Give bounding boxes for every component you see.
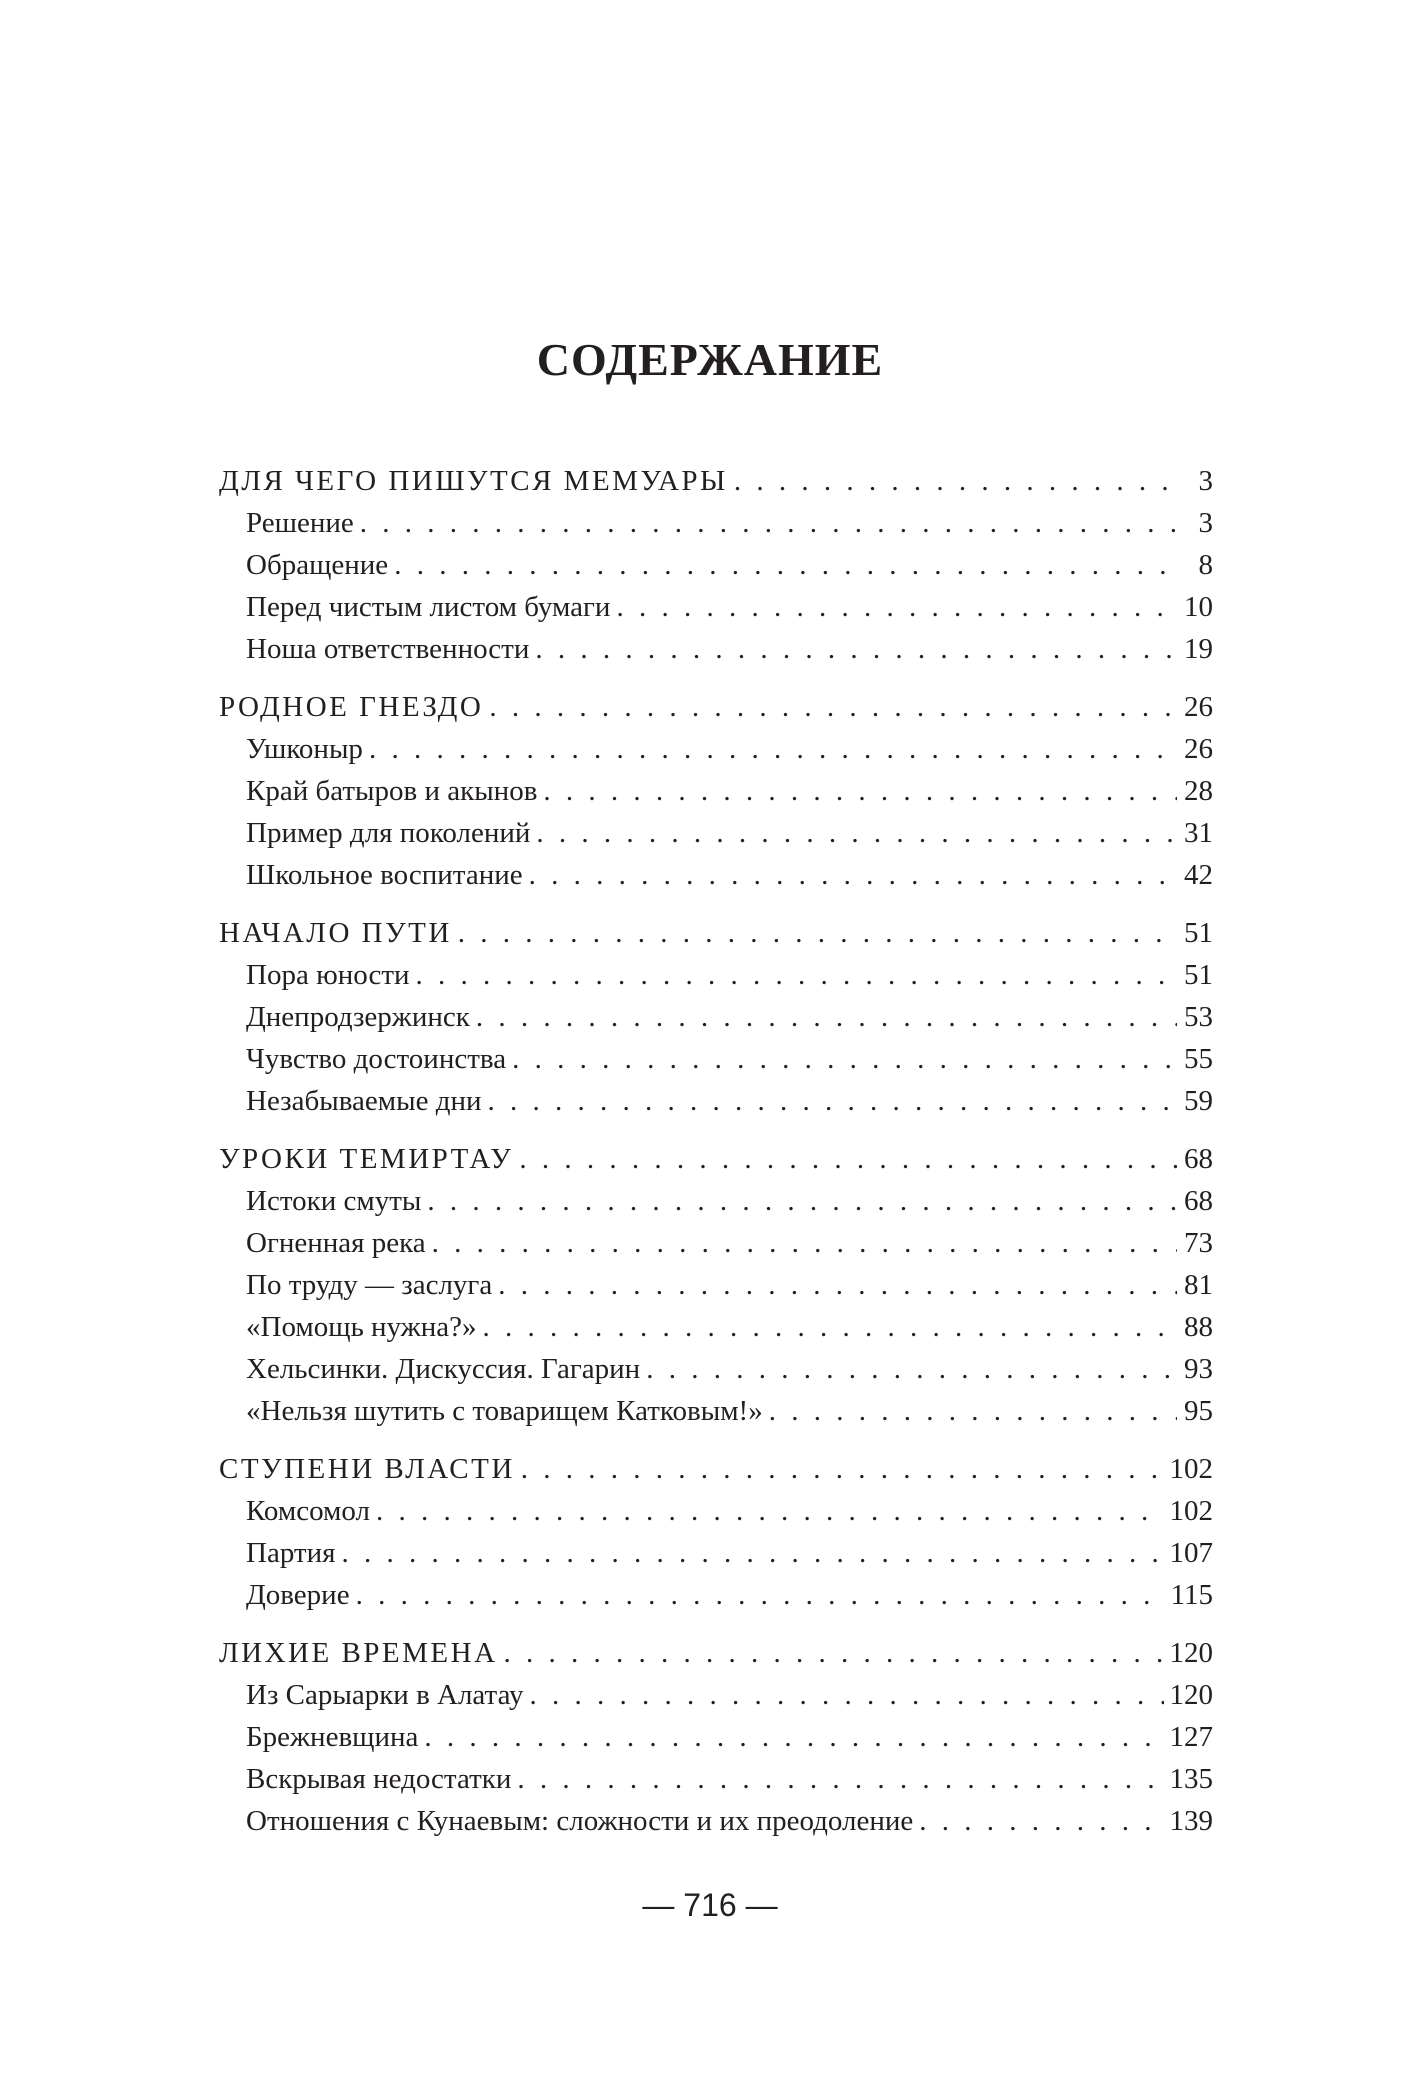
toc-entry[interactable]	[219, 1348, 1213, 1390]
toc-entry[interactable]	[219, 1264, 1213, 1306]
dot-leader	[376, 1490, 1164, 1532]
toc-page-number: 26	[1184, 691, 1213, 723]
dot-leader	[356, 1574, 1165, 1616]
toc-entry-label: Комсомол	[246, 1495, 370, 1527]
toc-page-number: 73	[1184, 1227, 1213, 1259]
page-title: СОДЕРЖАНИЕ	[536, 334, 884, 385]
toc-entry-label: Вскрывая недостатки	[246, 1763, 512, 1795]
toc-page-number: 115	[1170, 1579, 1213, 1611]
toc-entry[interactable]	[219, 812, 1213, 854]
toc-page-number: 28	[1184, 775, 1213, 807]
toc-section-heading[interactable]	[219, 912, 1213, 954]
dot-leader	[476, 996, 1177, 1038]
dot-leader	[416, 954, 1177, 996]
toc-entry-label: Хельсинки. Дискуссия. Гагарин	[246, 1353, 641, 1385]
toc-entry-label: Школьное воспитание	[246, 859, 523, 891]
toc-entry-label: Пример для поколений	[246, 817, 531, 849]
toc-entry[interactable]	[219, 1716, 1213, 1758]
dot-leader	[489, 686, 1177, 728]
page-folio: — 716 —	[642, 1887, 778, 1923]
toc-entry[interactable]	[219, 996, 1213, 1038]
toc-section	[219, 1138, 1213, 1432]
dot-leader	[536, 812, 1177, 854]
toc-entry-label: Незабываемые дни	[246, 1085, 482, 1117]
dot-leader	[616, 586, 1177, 628]
toc-page-number: 93	[1184, 1353, 1213, 1385]
toc-section	[219, 460, 1213, 670]
toc-section-heading[interactable]	[219, 686, 1213, 728]
toc-page-number: 55	[1184, 1043, 1213, 1075]
toc-page-number: 3	[1198, 507, 1213, 539]
toc-heading-label: УРОКИ ТЕМИРТАУ	[219, 1143, 514, 1175]
dot-leader	[488, 1080, 1177, 1122]
toc-section	[219, 912, 1213, 1122]
toc-section	[219, 686, 1213, 896]
dot-leader	[394, 544, 1177, 586]
toc-entry[interactable]	[219, 502, 1213, 544]
toc-page-number: 59	[1184, 1085, 1213, 1117]
toc-entry[interactable]	[219, 1758, 1213, 1800]
toc-heading-label: СТУПЕНИ ВЛАСТИ	[219, 1453, 515, 1485]
toc-page-number: 68	[1184, 1185, 1213, 1217]
toc-entry[interactable]	[219, 954, 1213, 996]
toc-page-number: 95	[1184, 1395, 1213, 1427]
dot-leader	[424, 1716, 1163, 1758]
dot-leader	[529, 854, 1177, 896]
dot-leader	[427, 1180, 1177, 1222]
toc-page-number: 51	[1184, 959, 1213, 991]
toc-entry[interactable]	[219, 1674, 1213, 1716]
dot-leader	[646, 1348, 1177, 1390]
toc-section	[219, 1448, 1213, 1616]
dot-leader	[483, 1306, 1178, 1348]
toc-section-heading[interactable]	[219, 460, 1213, 502]
dot-leader	[529, 1674, 1163, 1716]
toc-page-number: 10	[1184, 591, 1213, 623]
dot-leader	[360, 502, 1177, 544]
toc-entry[interactable]	[219, 586, 1213, 628]
toc-heading-label: ЛИХИЕ ВРЕМЕНА	[219, 1637, 498, 1669]
toc-entry[interactable]	[219, 1080, 1213, 1122]
toc-section	[219, 1632, 1213, 1842]
toc-section-heading[interactable]	[219, 1448, 1213, 1490]
toc-page-number: 68	[1184, 1143, 1213, 1175]
toc-page-number: 51	[1184, 917, 1213, 949]
toc-entry[interactable]	[219, 1306, 1213, 1348]
toc-entry[interactable]	[219, 770, 1213, 812]
toc-page-number: 53	[1184, 1001, 1213, 1033]
dot-leader	[519, 1138, 1177, 1180]
toc-entry[interactable]	[219, 1490, 1213, 1532]
toc-page-number: 102	[1169, 1453, 1213, 1485]
toc-entry-label: Партия	[246, 1537, 336, 1569]
toc-page-number: 120	[1169, 1679, 1213, 1711]
toc-entry[interactable]	[219, 1800, 1213, 1842]
toc-entry-label: Из Сарыарки в Алатау	[246, 1679, 524, 1711]
toc-section-heading[interactable]	[219, 1138, 1213, 1180]
toc-page-number: 102	[1169, 1495, 1213, 1527]
toc-entry-label: Обращение	[246, 549, 389, 581]
toc-entry[interactable]	[219, 728, 1213, 770]
toc-entry-label: Днепродзержинск	[246, 1001, 470, 1033]
toc-page-number: 19	[1184, 633, 1213, 665]
toc-entry[interactable]	[219, 1180, 1213, 1222]
toc-page-number: 8	[1198, 549, 1213, 581]
toc-page-number: 88	[1184, 1311, 1213, 1343]
toc-page-number: 107	[1169, 1537, 1213, 1569]
toc-page-number: 135	[1169, 1763, 1213, 1795]
toc-heading-label: НАЧАЛО ПУТИ	[219, 917, 452, 949]
dot-leader	[504, 1632, 1164, 1674]
dot-leader	[521, 1448, 1164, 1490]
toc-heading-label: ДЛЯ ЧЕГО ПИШУТСЯ МЕМУАРЫ	[219, 465, 728, 497]
toc-section-heading[interactable]	[219, 1632, 1213, 1674]
dot-leader	[769, 1390, 1177, 1432]
toc-page-number: 81	[1184, 1269, 1213, 1301]
toc-entry-label: Огненная река	[246, 1227, 426, 1259]
toc-entry-label: Край батыров и акынов	[246, 775, 538, 807]
toc-entry[interactable]	[219, 854, 1213, 896]
dot-leader	[517, 1758, 1163, 1800]
dot-leader	[369, 728, 1177, 770]
dot-leader	[512, 1038, 1177, 1080]
toc-page-number: 31	[1184, 817, 1213, 849]
dot-leader	[919, 1800, 1163, 1842]
toc-entry[interactable]	[219, 1574, 1213, 1616]
toc-page-number: 3	[1198, 465, 1213, 497]
toc-page-number: 120	[1169, 1637, 1213, 1669]
toc-entry-label: Доверие	[246, 1579, 350, 1611]
toc-heading-label: РОДНОЕ ГНЕЗДО	[219, 691, 484, 723]
toc-entry-label: «Нельзя шутить с товарищем Катковым!»	[246, 1395, 763, 1427]
toc-entry[interactable]	[219, 1390, 1213, 1432]
dot-leader	[535, 628, 1177, 670]
toc-entry-label: Брежневщина	[246, 1721, 419, 1753]
toc-entry[interactable]	[219, 1532, 1213, 1574]
toc-entry-label: Решение	[246, 507, 354, 539]
dot-leader	[734, 460, 1177, 502]
dot-leader	[341, 1532, 1163, 1574]
toc-entry-label: Ноша ответственности	[246, 633, 530, 665]
toc-entry[interactable]	[219, 544, 1213, 586]
toc-page-number: 127	[1169, 1721, 1213, 1753]
toc-page-number: 26	[1184, 733, 1213, 765]
toc-entry-label: Отношения с Кунаевым: сложности и их преодоление	[246, 1805, 914, 1837]
toc-entry-label: Чувство достоинства	[246, 1043, 507, 1075]
table-of-contents	[219, 460, 1213, 1858]
toc-entry[interactable]	[219, 628, 1213, 670]
dot-leader	[543, 770, 1177, 812]
toc-entry-label: Перед чистым листом бумаги	[246, 591, 611, 623]
dot-leader	[498, 1264, 1177, 1306]
toc-entry-label: Истоки смуты	[246, 1185, 422, 1217]
toc-entry[interactable]	[219, 1038, 1213, 1080]
toc-entry-label: «Помощь нужна?»	[246, 1311, 477, 1343]
dot-leader	[458, 912, 1177, 954]
toc-page-number: 42	[1184, 859, 1213, 891]
dot-leader	[432, 1222, 1177, 1264]
toc-entry-label: Ушконыр	[246, 733, 363, 765]
toc-entry-label: Пора юности	[246, 959, 410, 991]
toc-entry-label: По труду — заслуга	[246, 1269, 493, 1301]
toc-entry[interactable]	[219, 1222, 1213, 1264]
toc-page-number: 139	[1169, 1805, 1213, 1837]
